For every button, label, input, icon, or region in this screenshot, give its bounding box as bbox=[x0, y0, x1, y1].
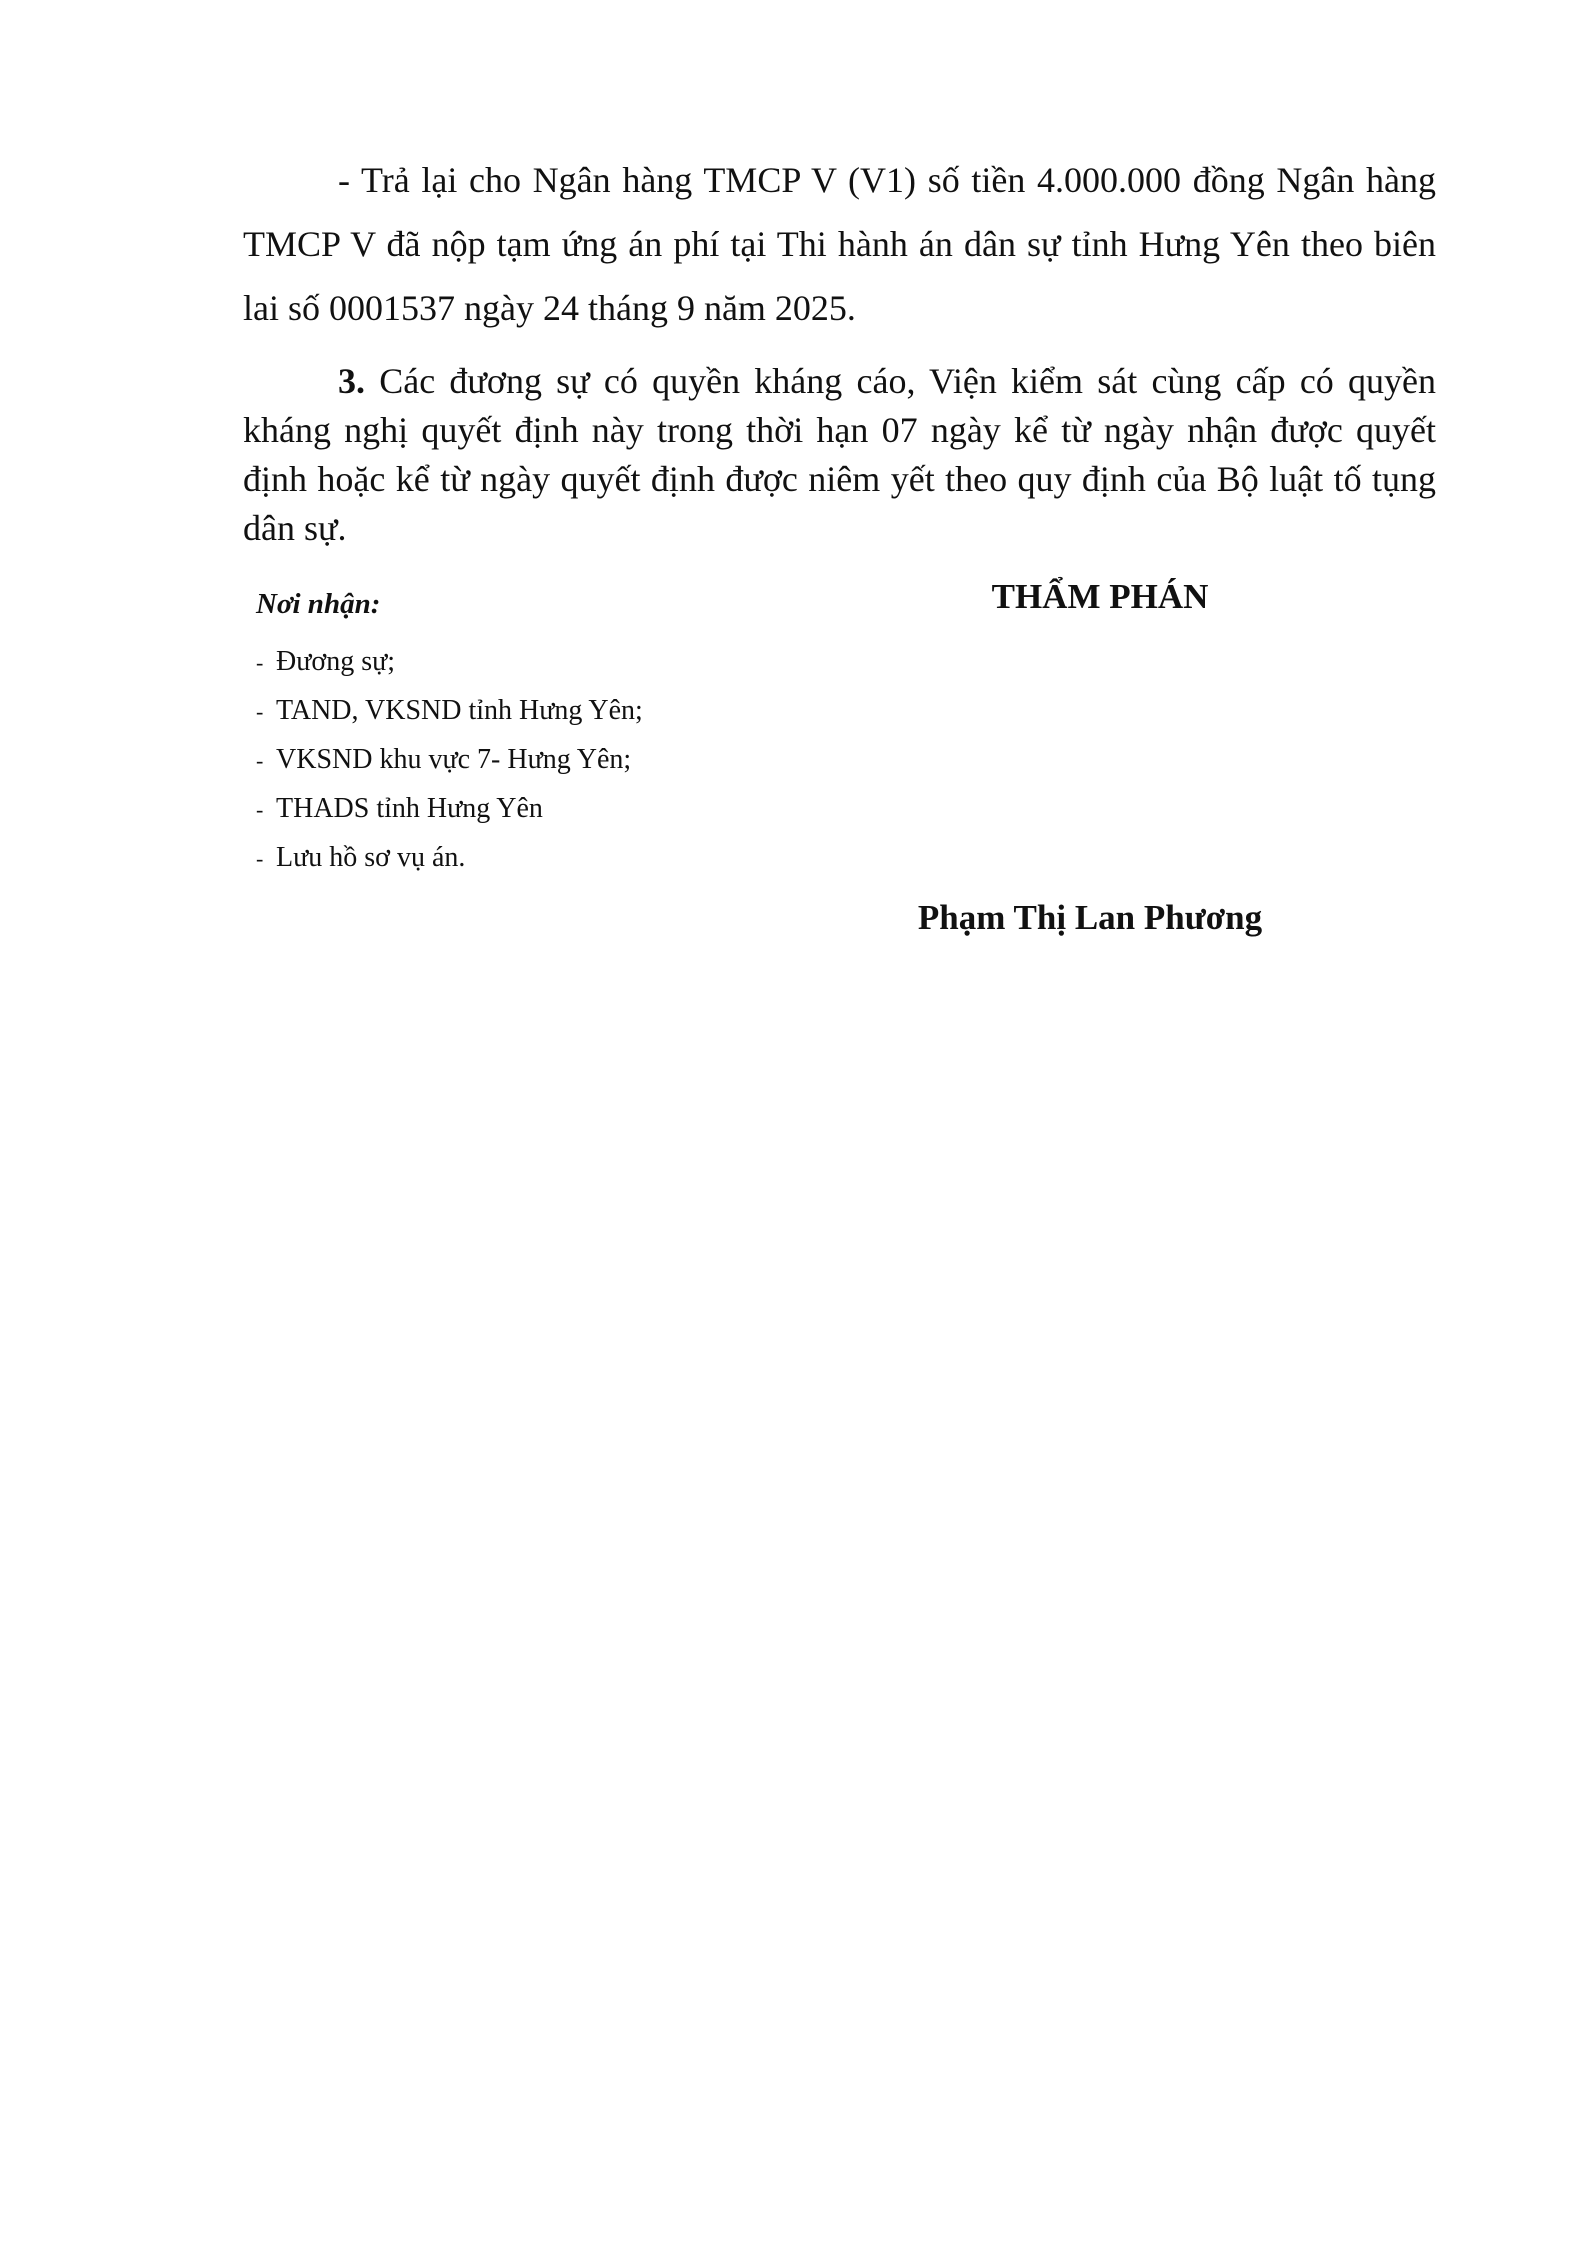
list-dash: - bbox=[256, 650, 264, 675]
appeal-paragraph bbox=[243, 357, 1436, 553]
recipient-text: THADS tỉnh Hưng Yên bbox=[276, 793, 543, 824]
recipients-title: Nơi nhận: bbox=[256, 588, 381, 620]
list-dash: - bbox=[256, 699, 264, 724]
recipient-item bbox=[256, 834, 856, 883]
signer-name: Phạm Thị Lan Phương bbox=[917, 898, 1263, 937]
recipient-item bbox=[256, 687, 856, 736]
list-dash: - bbox=[256, 846, 264, 871]
list-dash: - bbox=[256, 748, 264, 773]
recipient-text: TAND, VKSND tỉnh Hưng Yên; bbox=[276, 695, 643, 726]
list-dash: - bbox=[256, 797, 264, 822]
recipients-list bbox=[256, 638, 856, 883]
recipient-text: VKSND khu vực 7- Hưng Yên; bbox=[276, 744, 632, 775]
recipients-block bbox=[256, 582, 856, 883]
recipient-item bbox=[256, 736, 856, 785]
refund-paragraph: - Trả lại cho Ngân hàng TMCP V (V1) số tiền 4.000.000 đồng Ngân hàng TMCP V đã nộp tạm ứng án phí tại Thi hành án dân sự tỉnh Hưng Yên theo biên lai số 0001537 ngày 24 tháng 9 năm 2025. bbox=[243, 160, 1436, 328]
recipient-item bbox=[256, 638, 856, 687]
recipient-item bbox=[256, 785, 856, 834]
appeal-text: Các đương sự có quyền kháng cáo, Viện kiểm sát cùng cấp có quyền kháng nghị quyết định này trong thời hạn 07 ngày kể từ ngày nhận được quyết định hoặc kể từ ngày quyết định được niêm yết theo quy định của Bộ luật tố tụng dân sự. bbox=[243, 361, 1436, 548]
recipient-text: Lưu hồ sơ vụ án. bbox=[276, 842, 466, 873]
signer-title: THẨM PHÁN bbox=[991, 577, 1209, 616]
recipient-text: Đương sự; bbox=[276, 646, 396, 677]
appeal-number: 3. bbox=[338, 361, 365, 401]
